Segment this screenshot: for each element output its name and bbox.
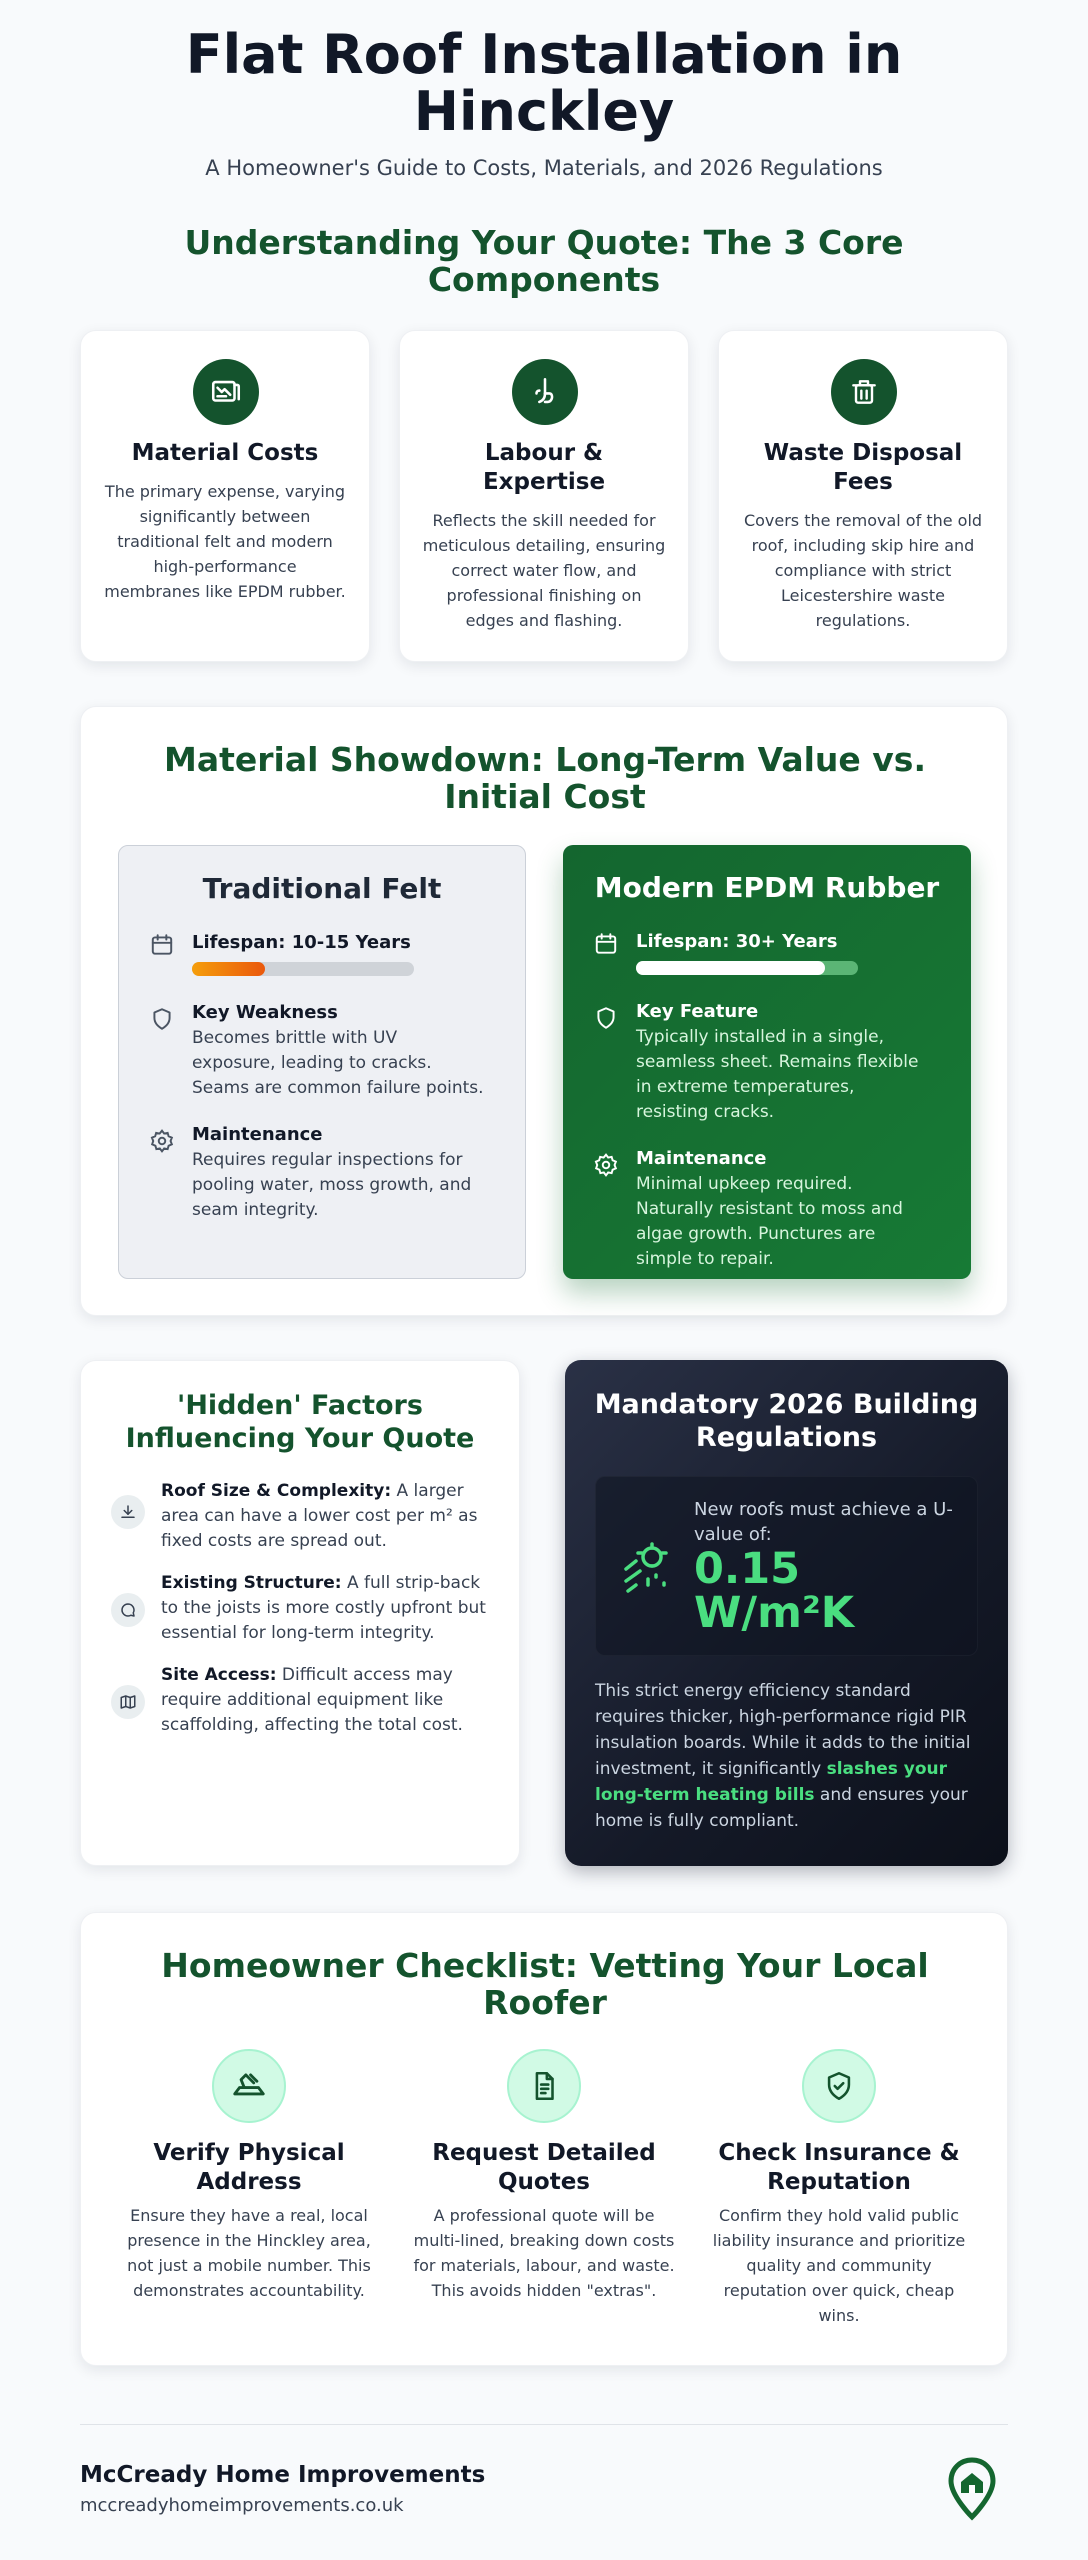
map-icon xyxy=(111,1685,145,1719)
felt-lifespan-bar xyxy=(192,962,414,976)
roll-icon xyxy=(193,359,259,425)
epdm-panel xyxy=(563,845,971,1279)
checklist-title: Verify Physical Address xyxy=(153,2140,345,2195)
location-icon xyxy=(212,2049,286,2123)
checklist-title: Check Insurance & Reputation xyxy=(718,2140,960,2195)
material-showdown-card xyxy=(80,706,1008,1316)
factor-existing-structure: Existing Structure: A full strip-back to the joists is more costly upfront but essential for long-term integrity. xyxy=(161,1573,486,1643)
page-title: Flat Roof Installation in Hinckley xyxy=(185,23,903,143)
u-value: 0.15 W/m²K xyxy=(694,1544,855,1638)
felt-maintenance-label: Maintenance xyxy=(192,1124,323,1145)
shield-check-icon xyxy=(802,2049,876,2123)
regulations-heading: Mandatory 2026 Building Regulations xyxy=(594,1389,979,1453)
checklist-text: Confirm they hold valid public liability insurance and prioritize quality and community reputation over quick, cheap wins. xyxy=(712,2206,966,2325)
footer-brand: McCready Home Improvements xyxy=(80,2462,486,2488)
trash-icon xyxy=(831,359,897,425)
epdm-title: Modern EPDM Rubber xyxy=(594,871,940,904)
u-value-intro: New roofs must achieve a U-value of: xyxy=(694,1499,953,1545)
component-text: Covers the removal of the old roof, including skip hire and compliance with strict Leicestershire waste regulations. xyxy=(743,511,983,630)
gear-icon xyxy=(593,1152,619,1178)
component-title: Labour & Expertise xyxy=(482,440,606,495)
factor-roof-size: Roof Size & Complexity: A larger area can have a lower cost per m² as fixed costs are spread out. xyxy=(161,1481,478,1551)
epdm-feature-label: Key Feature xyxy=(636,1001,759,1022)
felt-maintenance-text: Requires regular inspections for pooling water, moss growth, and seam integrity. xyxy=(192,1150,472,1220)
chat-icon xyxy=(111,1593,145,1627)
epdm-lifespan-bar xyxy=(636,961,858,975)
felt-title: Traditional Felt xyxy=(202,872,442,905)
felt-weakness-text: Becomes brittle with UV exposure, leading to cracks. Seams are common failure points. xyxy=(192,1028,484,1098)
components-heading: Understanding Your Quote: The 3 Core Components xyxy=(184,223,904,299)
hand-icon xyxy=(512,359,578,425)
factor-site-access: Site Access: Difficult access may require additional equipment like scaffolding, affecting the total cost. xyxy=(161,1665,463,1735)
epdm-feature-text: Typically installed in a single, seamless sheet. Remains flexible in extreme temperatures, resisting cracks. xyxy=(636,1027,919,1122)
felt-lifespan-fill xyxy=(192,962,265,976)
showdown-heading: Material Showdown: Long-Term Value vs. Initial Cost xyxy=(164,740,926,816)
epdm-maintenance-text: Minimal upkeep required. Naturally resistant to moss and algae growth. Punctures are simple to repair. xyxy=(636,1174,903,1269)
checklist-card xyxy=(80,1912,1008,2366)
hidden-factors-card xyxy=(80,1360,520,1866)
component-title: Material Costs xyxy=(131,440,319,466)
calendar-icon xyxy=(149,932,175,958)
checklist-title: Request Detailed Quotes xyxy=(432,2140,656,2195)
checklist-text: A professional quote will be multi-lined, breaking down costs for materials, labour, and waste. This avoids hidden "extras". xyxy=(413,2206,675,2300)
document-icon xyxy=(507,2049,581,2123)
checklist-heading: Homeowner Checklist: Vetting Your Local Roofer xyxy=(161,1946,929,2022)
felt-lifespan: Lifespan: 10-15 Years xyxy=(192,932,411,953)
component-title: Waste Disposal Fees xyxy=(763,440,963,495)
hidden-factors-heading: 'Hidden' Factors Influencing Your Quote xyxy=(125,1390,475,1454)
component-card-waste xyxy=(718,330,1008,662)
regulations-body: This strict energy efficiency standard requires thicker, high-performance rigid PIR insulation boards. While it adds to the initial investment, it significantly slashes your long-term heating bills and ensures your home is fully compliant. xyxy=(595,1681,971,1831)
epdm-lifespan: Lifespan: 30+ Years xyxy=(636,931,838,952)
home-location-logo-icon xyxy=(942,2456,1002,2522)
download-icon xyxy=(111,1495,145,1529)
epdm-maintenance-label: Maintenance xyxy=(636,1148,767,1169)
calendar-icon xyxy=(593,931,619,957)
footer-website-link[interactable]: mccreadyhomeimprovements.co.uk xyxy=(80,2495,404,2516)
component-text: Reflects the skill needed for meticulous detailing, ensuring correct water flow, and professional finishing on edges and flashing. xyxy=(422,511,666,630)
shield-icon xyxy=(593,1005,619,1031)
regulations-highlight: slashes your long-term heating bills xyxy=(595,1759,948,1805)
u-value-box xyxy=(595,1476,978,1656)
footer-divider xyxy=(80,2424,1008,2425)
page-subtitle: A Homeowner's Guide to Costs, Materials, and 2026 Regulations xyxy=(205,156,883,180)
component-card-labour xyxy=(399,330,689,662)
felt-panel xyxy=(118,845,526,1279)
epdm-lifespan-fill xyxy=(636,961,825,975)
gear-icon xyxy=(149,1128,175,1154)
component-card-material xyxy=(80,330,370,662)
regulations-card xyxy=(565,1360,1008,1866)
felt-weakness-label: Key Weakness xyxy=(192,1002,338,1023)
shield-icon xyxy=(149,1006,175,1032)
component-text: The primary expense, varying significantly between traditional felt and modern high-performance membranes like EPDM rubber. xyxy=(104,482,346,601)
checklist-text: Ensure they have a real, local presence in the Hinckley area, not just a mobile number. This demonstrates accountability. xyxy=(127,2206,371,2300)
thermometer-icon xyxy=(618,1539,676,1597)
